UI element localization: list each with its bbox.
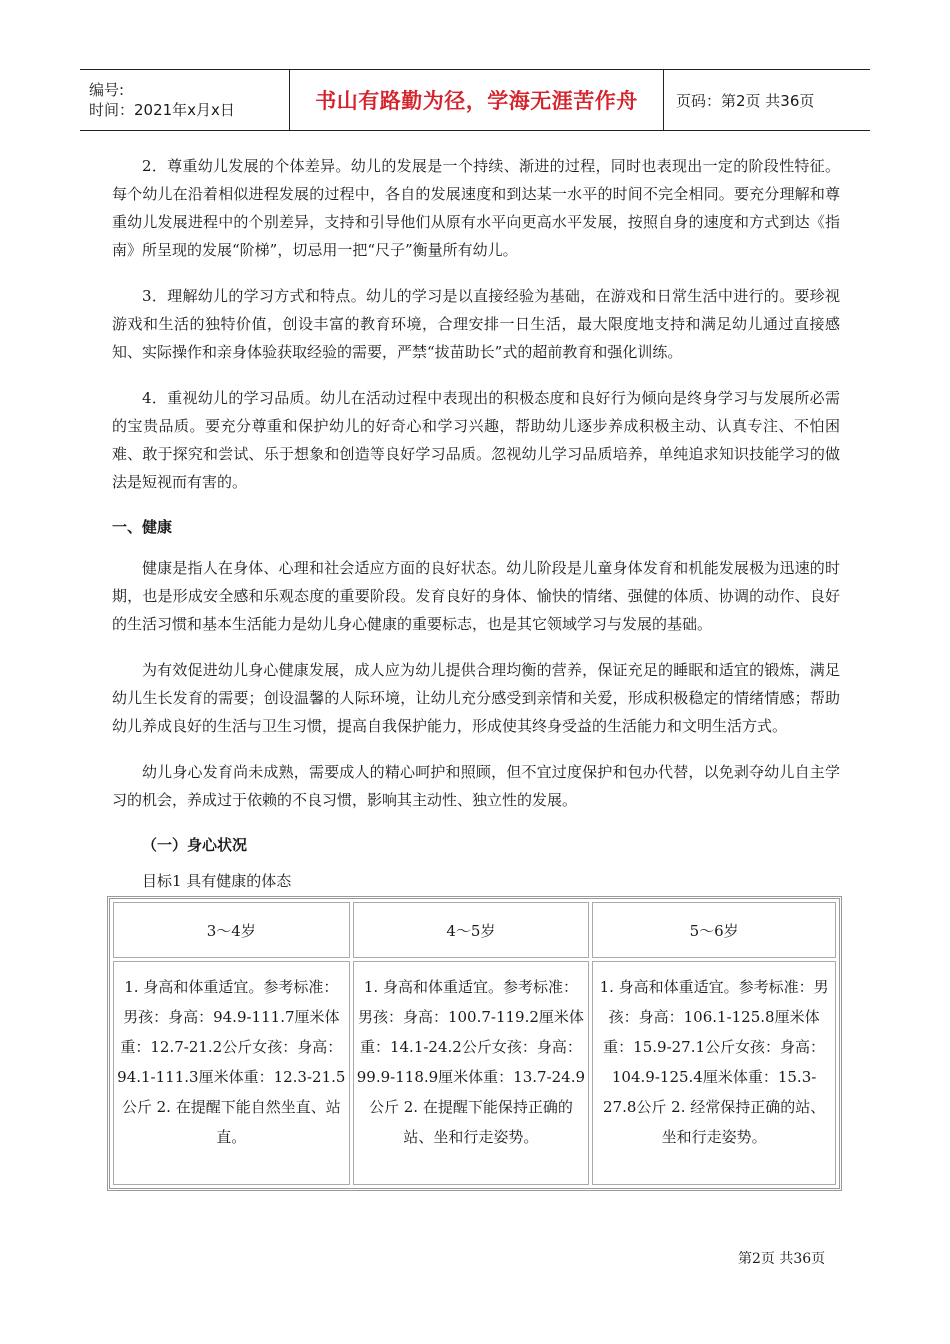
paragraph: 3．理解幼儿的学习方式和特点。幼儿的学习是以直接经验为基础，在游戏和日常生活中进行的。要珍视游戏和生活的独特价值，创设丰富的教育环境，合理安排一日生活，最大限度地支持和满足幼儿通过直接感知、实际操作和亲身体验获取经验的需要，严禁“拔苗助长”式的超前教育和强化训练。: [112, 287, 840, 361]
paragraph: 4．重视幼儿的学习品质。幼儿在活动过程中表现出的积极态度和良好行为倾向是终身学习与发展所必需的宝贵品质。要充分尊重和保护幼儿的好奇心和学习兴趣，帮助幼儿逐步养成积极主动、认真专注、不怕困难、敢于探究和尝试、乐于想象和创造等良好学习品质。忽视幼儿学习品质培养，单纯追求知识技能学习的做法是短视而有害的。: [112, 389, 840, 491]
table-header-cell: 5～6岁: [592, 902, 836, 958]
table-row: [113, 961, 836, 1185]
paragraph: 幼儿身心发育尚未成熟，需要成人的精心呵护和照顾，但不宜过度保护和包办代替，以免剥夺幼儿自主学习的机会，养成过于依赖的不良习惯，影响其主动性、独立性的发展。: [112, 763, 840, 809]
table-header-cell: 3～4岁: [113, 902, 350, 958]
table-header-row: [113, 902, 836, 958]
paragraph: 健康是指人在身体、心理和社会适应方面的良好状态。幼儿阶段是儿童身体发育和机能发展极为迅速的时期，也是形成安全感和乐观态度的重要阶段。发育良好的身体、愉快的情绪、强健的体质、协调的动作、良好的生活习惯和基本生活能力是幼儿身心健康的重要标志，也是其它领域学习与发展的基础。: [112, 559, 840, 633]
subsection-title: （一）身心状况: [142, 836, 248, 854]
code-label: 编号:: [89, 81, 125, 99]
page-footer: 第2页 共36页: [738, 1251, 826, 1267]
table-header-cell: 4～5岁: [353, 902, 590, 958]
paragraph: 为有效促进幼儿身心健康发展，成人应为幼儿提供合理均衡的营养，保证充足的睡眠和适宜的锻炼，满足幼儿生长发育的需要；创设温馨的人际环境，让幼儿充分感受到亲情和关爱，形成积极稳定的情绪情感；帮助幼儿养成良好的生活与卫生习惯，提高自我保护能力，形成使其终身受益的生活能力和文明生活方式。: [112, 661, 840, 735]
table-cell: 1. 身高和体重适宜。参考标准：男孩：身高：100.7-119.2厘米体重：14.1-24.2公斤女孩：身高：99.9-118.9厘米体重：13.7-24.9公斤 2. 在提醒下能保持正确的站、坐和行走姿势。: [353, 961, 590, 1185]
header-page-label: 页码：第2页 共36页: [676, 91, 815, 110]
section-title: 一、健康: [112, 518, 173, 536]
goal-table: [107, 896, 842, 1191]
table-cell: 1. 身高和体重适宜。参考标准：男孩：身高：94.9-111.7厘米体重：12.7-21.2公斤女孩：身高：94.1-111.3厘米体重：12.3-21.5公斤 2. 在提醒下能自然坐直、站直。: [113, 961, 350, 1185]
goal-label: 目标1 具有健康的体态: [142, 872, 292, 890]
header-motto: 书山有路勤为径，学海无涯苦作舟: [290, 70, 664, 130]
table-cell: 1. 身高和体重适宜。参考标准：男孩：身高：106.1-125.8厘米体重：15.9-27.1公斤女孩：身高：104.9-125.4厘米体重：15.3-27.8公斤 2. 经常保持正确的站、坐和行走姿势。: [592, 961, 836, 1185]
date-label: 时间：2021年x月x日: [89, 101, 235, 119]
document-body: [112, 152, 840, 910]
page-header: [80, 69, 870, 131]
header-meta: [80, 70, 290, 130]
paragraph: 2．尊重幼儿发展的个体差异。幼儿的发展是一个持续、渐进的过程，同时也表现出一定的阶段性特征。每个幼儿在沿着相似进程发展的过程中，各自的发展速度和到达某一水平的时间不完全相同。要充分理解和尊重幼儿发展进程中的个别差异，支持和引导他们从原有水平向更高水平发展，按照自身的速度和方式到达《指南》所呈现的发展“阶梯”，切忌用一把“尺子”衡量所有幼儿。: [112, 157, 840, 259]
